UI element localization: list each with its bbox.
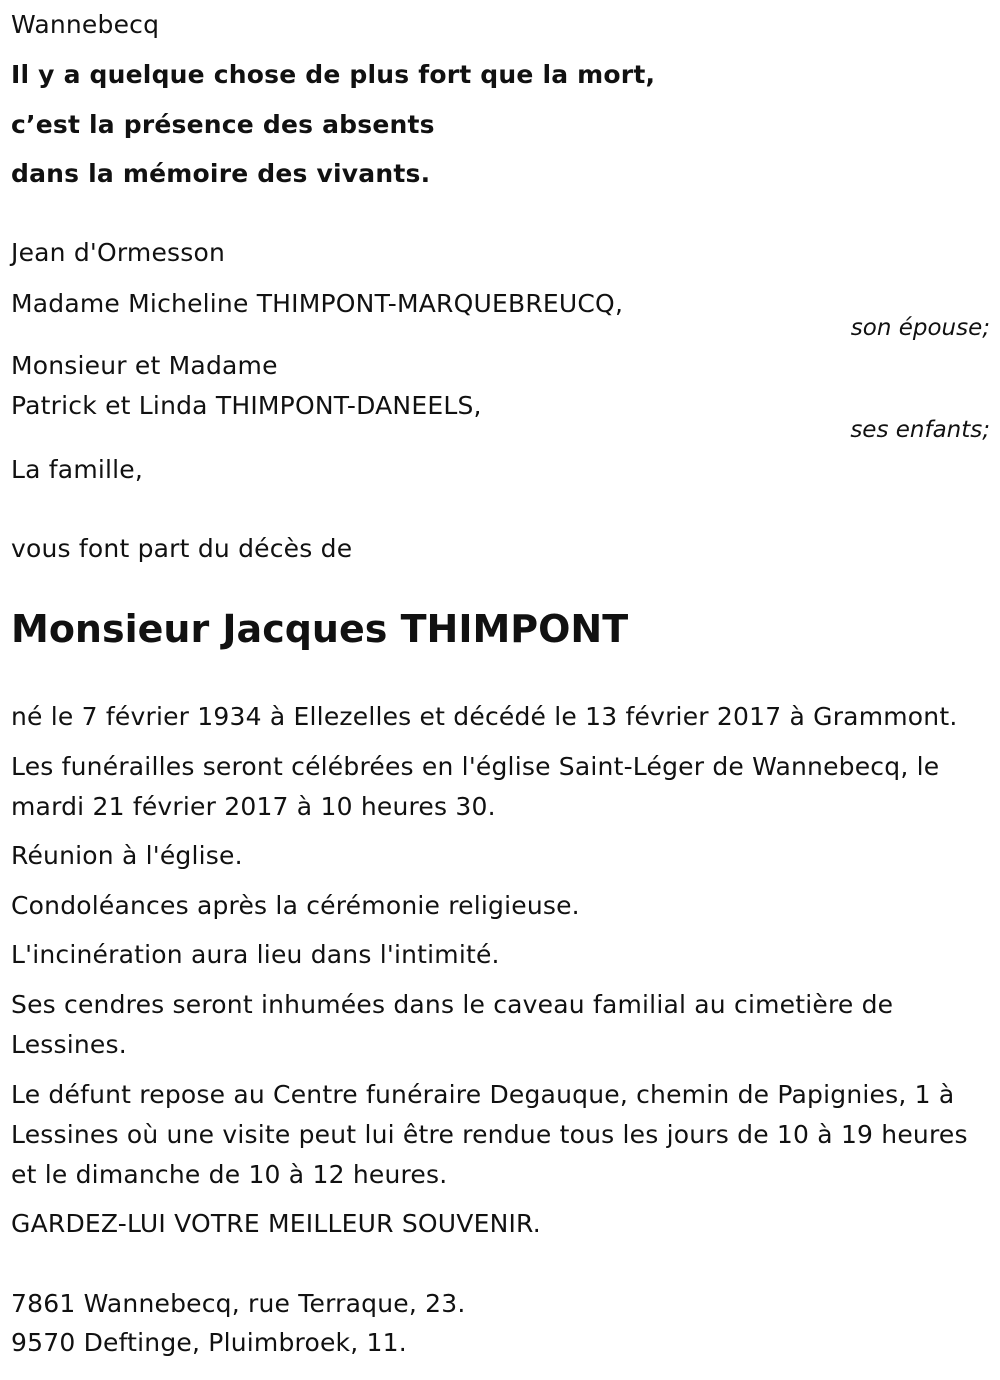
announcement: vous font part du décès de: [11, 534, 353, 563]
condolences-info: Condoléances après la cérémonie religieuse.: [11, 891, 580, 920]
cremation-info: L'incinération aura lieu dans l'intimité.: [11, 940, 500, 969]
deceased-name: Monsieur Jacques THIMPONT: [11, 607, 629, 651]
children-role: ses enfants;: [850, 417, 990, 443]
address-2: 9570 Deftinge, Pluimbroek, 11.: [11, 1328, 407, 1357]
funeral-info: Les funérailles seront célébrées en l'église Saint-Léger de Wannebecq, le mardi 21 février 2017 à 10 heures 30.: [11, 752, 940, 821]
quote-line-1: Il y a quelque chose de plus fort que la mort,: [11, 60, 656, 89]
address-1: 7861 Wannebecq, rue Terraque, 23.: [11, 1289, 466, 1318]
spouse-name: Madame Micheline THIMPONT-MARQUEBREUCQ,: [11, 289, 624, 318]
closing-line: GARDEZ-LUI VOTRE MEILLEUR SOUVENIR.: [11, 1209, 541, 1238]
children-line-2: Patrick et Linda THIMPONT-DANEELS,: [11, 391, 482, 420]
quote-line-3: dans la mémoire des vivants.: [11, 159, 431, 188]
spouse-role: son épouse;: [850, 315, 990, 341]
family-label: La famille,: [11, 455, 144, 484]
children-line-1: Monsieur et Madame: [11, 351, 278, 380]
quote-line-2: c’est la présence des absents: [11, 110, 435, 139]
birth-death: né le 7 février 1934 à Ellezelles et décédé le 13 février 2017 à Grammont.: [11, 702, 958, 731]
location: Wannebecq: [11, 10, 160, 39]
meeting-info: Réunion à l'église.: [11, 841, 243, 870]
quote-author: Jean d'Ormesson: [11, 238, 226, 267]
rest-info: Le défunt repose au Centre funéraire Degauque, chemin de Papignies, 1 à Lessines où une visite peut lui être rendue tous les jours de 10 à 19 heures et le dimanche de 10 à 12 heures.: [11, 1080, 968, 1189]
ashes-info: Ses cendres seront inhumées dans le caveau familial au cimetière de Lessines.: [11, 990, 894, 1059]
